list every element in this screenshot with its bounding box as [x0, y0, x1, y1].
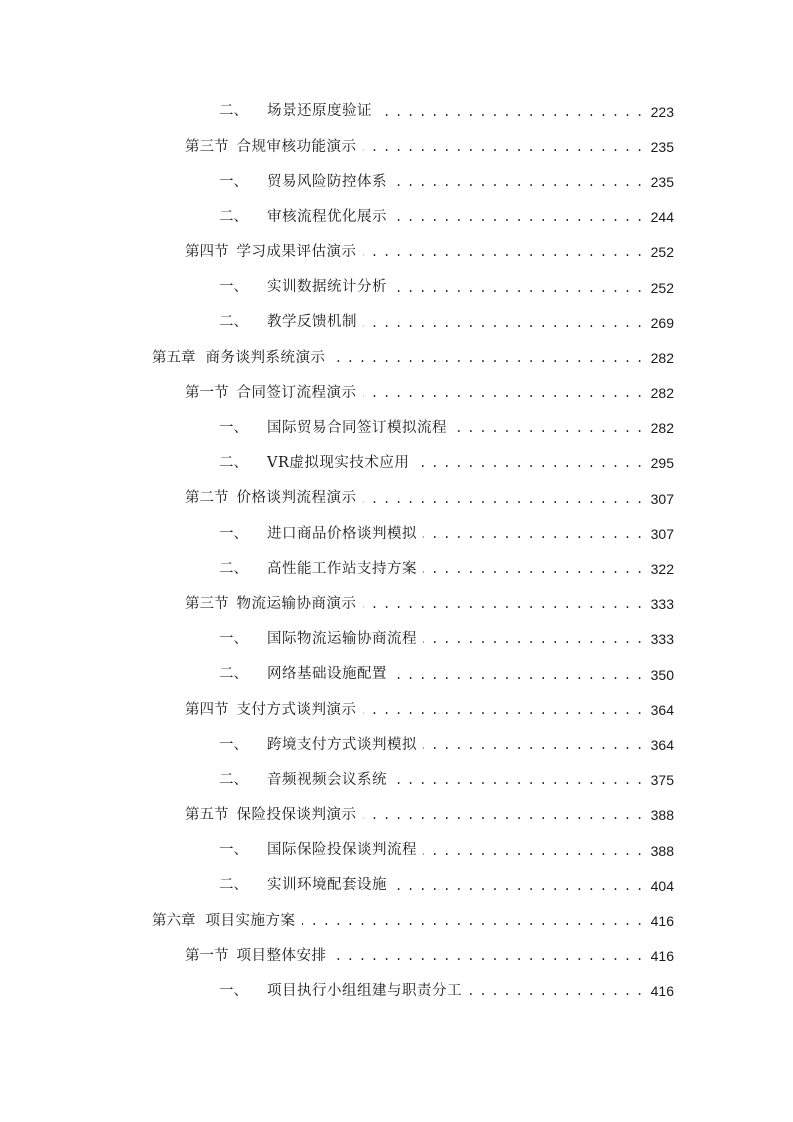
toc-dot-leader [363, 493, 643, 509]
toc-dot-leader [333, 950, 643, 966]
toc-entry-title: 物流运输协商演示 [236, 595, 357, 612]
toc-entry[interactable] [0, 833, 793, 868]
toc-dot-leader [393, 774, 642, 790]
toc-dot-leader [378, 106, 642, 122]
toc-entry[interactable] [0, 164, 793, 199]
toc-entry-page: 404 [650, 877, 674, 894]
toc-entry[interactable] [0, 622, 793, 657]
toc-entry-number: 一、 [219, 173, 248, 190]
toc-entry[interactable] [0, 94, 793, 129]
toc-dot-leader [363, 317, 642, 333]
toc-entry-page: 282 [650, 420, 674, 437]
toc-entry-title: 进口商品价格谈判模拟 [267, 525, 417, 542]
toc-entry-page: 235 [650, 138, 674, 155]
toc-entry-number: 二、 [219, 560, 248, 577]
toc-entry-title: 支付方式谈判演示 [236, 701, 357, 718]
toc-entry[interactable] [0, 657, 793, 692]
toc-entry-title: 项目执行小组组建与职责分工 [267, 983, 462, 1000]
toc-entry[interactable] [0, 270, 793, 305]
toc-entry-title: 实训环境配套设施 [267, 877, 387, 894]
toc-entry-title: 贸易风险防控体系 [267, 173, 387, 190]
toc-dot-leader [393, 176, 642, 192]
toc-entry-title: VR虚拟现实技术应用 [267, 455, 410, 472]
toc-entry-number: 第六章 [152, 912, 196, 929]
toc-entry[interactable] [0, 903, 793, 938]
toc-entry-page: 364 [650, 736, 674, 753]
toc-entry-number: 一、 [219, 525, 248, 542]
toc-entry-title: 实训数据统计分析 [267, 279, 387, 296]
toc-entry[interactable] [0, 939, 793, 974]
toc-entry[interactable] [0, 340, 793, 375]
table-of-contents [0, 94, 793, 1009]
toc-entry-number: 二、 [219, 314, 248, 331]
toc-entry-number: 二、 [219, 208, 248, 225]
toc-dot-leader [363, 387, 643, 403]
toc-entry-page: 252 [650, 244, 674, 261]
toc-entry-title: 场景还原度验证 [267, 103, 372, 120]
toc-entry-title: 国际保险投保谈判流程 [267, 842, 417, 859]
toc-entry[interactable] [0, 446, 793, 481]
toc-dot-leader [363, 598, 643, 614]
toc-entry-page: 252 [650, 279, 674, 296]
toc-dot-leader [423, 845, 642, 861]
toc-entry-page: 416 [650, 983, 674, 1000]
toc-entry-title: 审核流程优化展示 [267, 208, 387, 225]
toc-entry-title: 合同签订流程演示 [236, 384, 357, 401]
toc-entry[interactable] [0, 551, 793, 586]
toc-entry-page: 388 [650, 842, 674, 859]
toc-entry-page: 307 [650, 490, 674, 507]
toc-entry[interactable] [0, 235, 793, 270]
toc-entry-title: 音频视频会议系统 [267, 771, 387, 788]
toc-entry-number: 一、 [219, 983, 248, 1000]
toc-entry-page: 388 [650, 807, 674, 824]
toc-entry[interactable] [0, 763, 793, 798]
toc-entry-number: 第五节 [185, 807, 229, 824]
toc-entry[interactable] [0, 376, 793, 411]
toc-entry-page: 295 [650, 455, 674, 472]
toc-entry-number: 一、 [219, 631, 248, 648]
toc-entry-number: 第二节 [185, 490, 229, 507]
toc-entry-title: 保险投保谈判演示 [236, 807, 357, 824]
toc-dot-leader [415, 457, 642, 473]
toc-entry-title: 学习成果评估演示 [236, 244, 357, 261]
toc-entry-page: 269 [650, 314, 674, 331]
toc-dot-leader [332, 352, 643, 368]
toc-dot-leader [393, 282, 642, 298]
toc-entry[interactable] [0, 516, 793, 551]
toc-entry-page: 416 [650, 948, 674, 965]
toc-entry[interactable] [0, 411, 793, 446]
toc-entry-title: 高性能工作站支持方案 [267, 560, 417, 577]
toc-entry-page: 350 [650, 666, 674, 683]
toc-entry-title: 价格谈判流程演示 [236, 490, 357, 507]
toc-entry-number: 第五章 [152, 349, 196, 366]
toc-entry-page: 375 [650, 772, 674, 789]
toc-dot-leader [423, 739, 642, 755]
toc-dot-leader [363, 704, 643, 720]
toc-entry-title: 网络基础设施配置 [267, 666, 387, 683]
toc-entry-title: 教学反馈机制 [267, 314, 357, 331]
toc-entry[interactable] [0, 692, 793, 727]
toc-dot-leader [393, 669, 642, 685]
toc-entry[interactable] [0, 587, 793, 622]
toc-entry[interactable] [0, 974, 793, 1009]
toc-entry-number: 一、 [219, 842, 248, 859]
toc-entry-number: 二、 [219, 103, 248, 120]
toc-entry-page: 282 [650, 385, 674, 402]
toc-entry-page: 223 [650, 103, 674, 120]
toc-entry-number: 第三节 [185, 138, 229, 155]
toc-dot-leader [363, 141, 643, 157]
toc-dot-leader [302, 915, 643, 931]
toc-entry-title: 国际贸易合同签订模拟流程 [267, 420, 447, 437]
toc-entry-page: 244 [650, 209, 674, 226]
toc-entry-number: 二、 [219, 666, 248, 683]
toc-entry-title: 跨境支付方式谈判模拟 [267, 736, 417, 753]
toc-entry-number: 一、 [219, 736, 248, 753]
toc-dot-leader [423, 563, 642, 579]
toc-entry-page: 364 [650, 701, 674, 718]
toc-dot-leader [393, 211, 642, 227]
toc-entry-title: 国际物流运输协商流程 [267, 631, 417, 648]
toc-entry-title: 项目整体安排 [236, 947, 327, 964]
toc-entry-number: 二、 [219, 455, 248, 472]
toc-entry-number: 二、 [219, 771, 248, 788]
toc-entry[interactable] [0, 305, 793, 340]
toc-entry-page: 333 [650, 596, 674, 613]
toc-dot-leader [423, 528, 642, 544]
toc-entry-page: 282 [650, 349, 674, 366]
toc-entry-number: 第一节 [185, 947, 229, 964]
toc-entry[interactable] [0, 481, 793, 516]
toc-entry[interactable] [0, 200, 793, 235]
toc-dot-leader [363, 246, 643, 262]
toc-entry-title: 项目实施方案 [205, 912, 296, 929]
toc-entry-title: 商务谈判系统演示 [205, 349, 326, 366]
toc-entry-number: 第三节 [185, 595, 229, 612]
toc-dot-leader [423, 633, 642, 649]
toc-entry-number: 一、 [219, 279, 248, 296]
toc-entry-page: 322 [650, 561, 674, 578]
toc-dot-leader [363, 809, 643, 825]
toc-entry-number: 第一节 [185, 384, 229, 401]
toc-entry[interactable] [0, 798, 793, 833]
toc-dot-leader [468, 985, 642, 1001]
toc-dot-leader [453, 422, 642, 438]
toc-entry[interactable] [0, 727, 793, 762]
toc-entry-number: 一、 [219, 420, 248, 437]
toc-entry-page: 333 [650, 631, 674, 648]
toc-entry-page: 307 [650, 525, 674, 542]
toc-entry-number: 第四节 [185, 701, 229, 718]
toc-entry-number: 二、 [219, 877, 248, 894]
toc-entry-page: 416 [650, 912, 674, 929]
toc-entry[interactable] [0, 868, 793, 903]
toc-entry-number: 第四节 [185, 244, 229, 261]
toc-entry-title: 合规审核功能演示 [236, 138, 357, 155]
toc-entry-page: 235 [650, 173, 674, 190]
toc-entry[interactable] [0, 129, 793, 164]
toc-dot-leader [393, 880, 642, 896]
